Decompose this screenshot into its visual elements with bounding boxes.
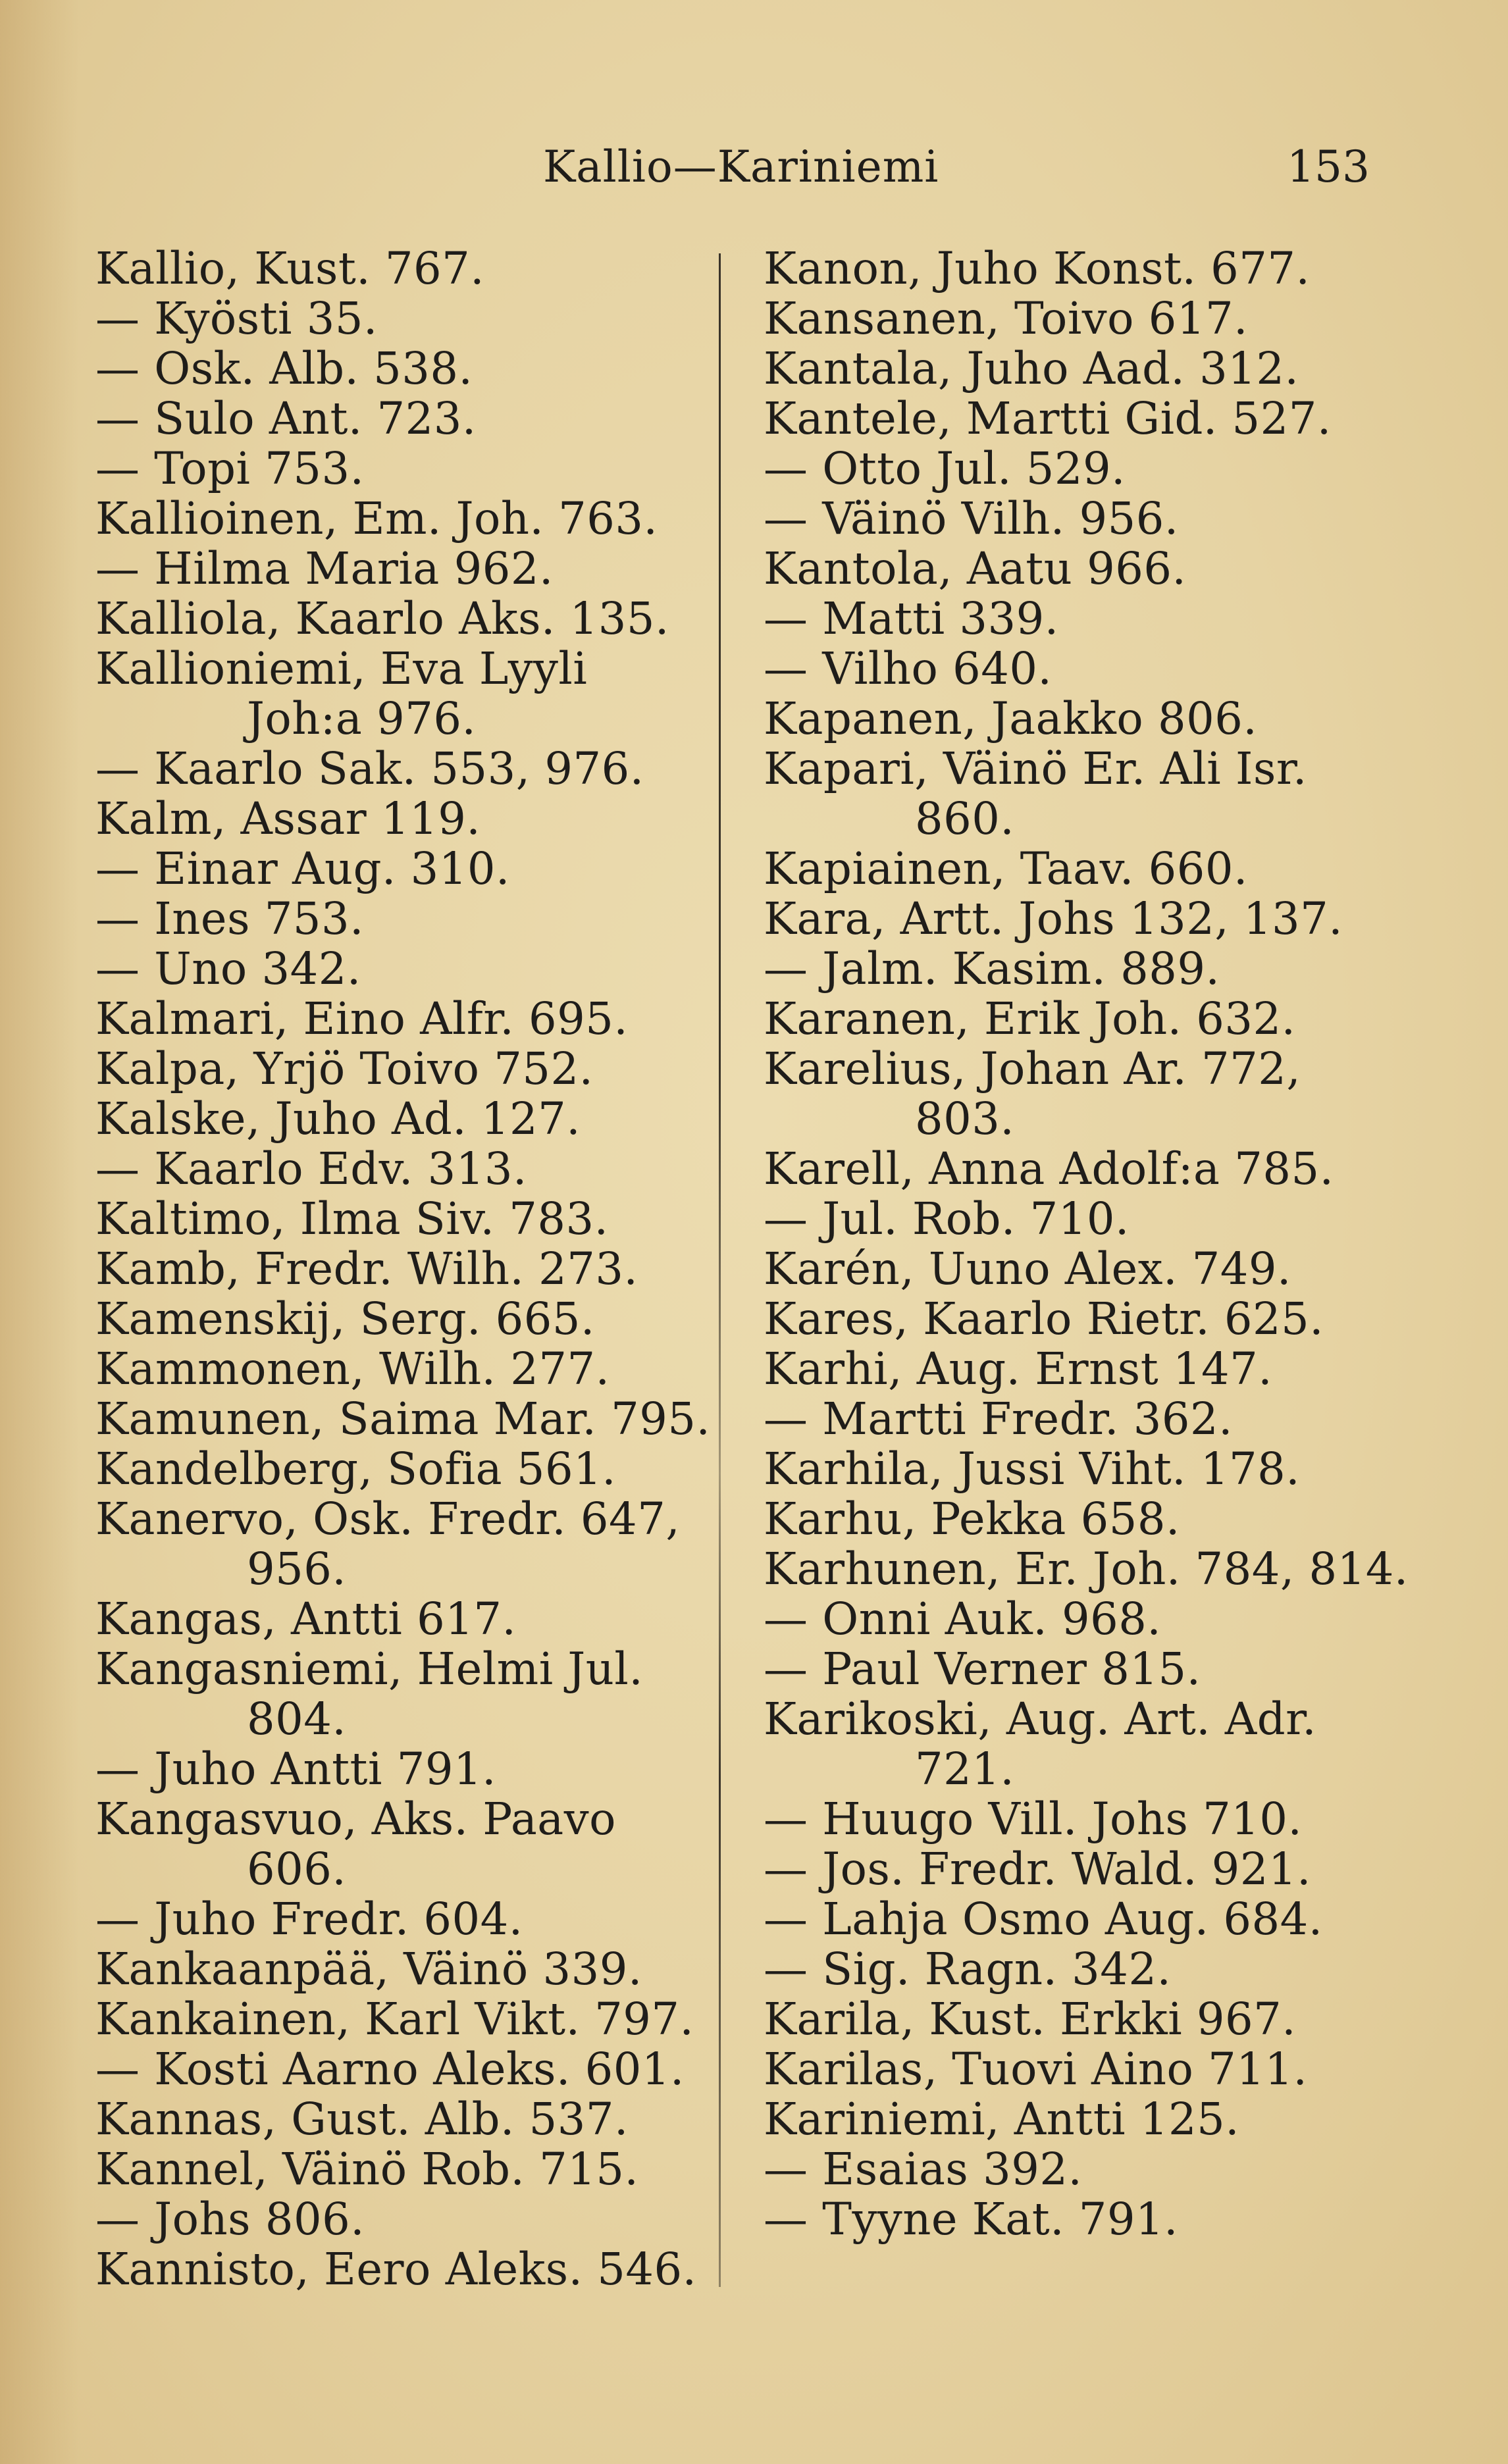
index-entry: Kalliola, Kaarlo Aks. 135. (95, 593, 669, 644)
index-entry: Kalske, Juho Ad. 127. (95, 1093, 581, 1144)
right-column (764, 244, 1422, 2244)
index-entry: Kanervo, Osk. Fredr. 647, (95, 1493, 681, 1545)
index-entry: — Kaarlo Sak. 553, 976. (95, 743, 644, 794)
index-entry: — Lahja Osmo Aug. 684. (764, 1893, 1323, 1945)
index-entry: Kannel, Väinö Rob. 715. (95, 2143, 639, 2195)
index-entry: — Huugo Vill. Johs 710. (764, 1793, 1303, 1845)
index-entry: — Matti 339. (764, 593, 1059, 644)
index-entry: — Johs 806. (95, 2194, 365, 2245)
index-entry: Karhi, Aug. Ernst 147. (764, 1343, 1273, 1395)
index-entry: Kamunen, Saima Mar. 795. (95, 1393, 711, 1445)
index-entry: Kalmari, Eino Alfr. 695. (95, 993, 629, 1044)
running-head: Kallio—Kariniemi (543, 141, 939, 192)
index-entry: — Otto Jul. 529. (764, 443, 1126, 494)
column-divider (719, 253, 721, 2287)
index-entry: Kapiainen, Taav. 660. (764, 843, 1248, 894)
index-entry: Kalm, Assar 119. (95, 793, 481, 844)
index-entry: Kandelberg, Sofia 561. (95, 1443, 617, 1495)
index-entry: Kammonen, Wilh. 277. (95, 1343, 610, 1395)
index-entry: Kapari, Väinö Er. Ali Isr. (764, 743, 1307, 794)
index-entry: Kamb, Fredr. Wilh. 273. (95, 1243, 638, 1295)
index-entry: Kallio, Kust. 767. (95, 243, 485, 294)
index-entry: — Kyösti 35. (95, 293, 378, 344)
index-entry: Joh:a 976. (247, 693, 477, 744)
index-entry: Kantele, Martti Gid. 527. (764, 393, 1332, 444)
index-entry: Kannisto, Eero Aleks. 546. (95, 2244, 697, 2295)
index-entry: — Ines 753. (95, 893, 364, 944)
index-entry: Karhu, Pekka 658. (764, 1493, 1180, 1545)
index-entry: — Juho Fredr. 604. (95, 1893, 523, 1945)
index-entry: — Jul. Rob. 710. (764, 1193, 1130, 1245)
index-entry: — Väinö Vilh. 956. (764, 493, 1179, 544)
index-entry: — Jos. Fredr. Wald. 921. (764, 1843, 1311, 1895)
index-entry: Kankaanpää, Väinö 339. (95, 1943, 642, 1995)
index-entry: 804. (247, 1693, 347, 1745)
index-entry: — Martti Fredr. 362. (764, 1393, 1233, 1445)
index-entry: Kallioniemi, Eva Lyyli (95, 643, 588, 694)
index-entry: — Juho Antti 791. (95, 1743, 496, 1795)
index-entry: — Uno 342. (95, 943, 361, 994)
index-entry: Kaltimo, Ilma Siv. 783. (95, 1193, 609, 1245)
index-entry: Kantala, Juho Aad. 312. (764, 343, 1299, 394)
index-entry: Kangasvuo, Aks. Paavo (95, 1793, 616, 1845)
index-entry: — Onni Auk. 968. (764, 1593, 1162, 1645)
index-entry: Kara, Artt. Johs 132, 137. (764, 893, 1343, 944)
index-entry: Kallioinen, Em. Joh. 763. (95, 493, 658, 544)
page-header (0, 141, 1508, 201)
index-entry: — Jalm. Kasim. 889. (764, 943, 1220, 994)
index-entry: — Vilho 640. (764, 643, 1053, 694)
index-entry: Karanen, Erik Joh. 632. (764, 993, 1296, 1044)
index-entry: Kares, Kaarlo Rietr. 625. (764, 1293, 1324, 1345)
index-entry: Karila, Kust. Erkki 967. (764, 1993, 1297, 2045)
index-entry: — Hilma Maria 962. (95, 543, 554, 594)
index-entry: Karhunen, Er. Joh. 784, 814. (764, 1543, 1409, 1595)
index-entry: 860. (915, 793, 1015, 844)
index-entry: — Esaias 392. (764, 2143, 1083, 2195)
index-entry: — Sulo Ant. 723. (95, 393, 477, 444)
page-number: 153 (1287, 141, 1370, 192)
index-entry: — Sig. Ragn. 342. (764, 1943, 1172, 1995)
index-entry: Kapanen, Jaakko 806. (764, 693, 1258, 744)
index-entry: — Kosti Aarno Aleks. 601. (95, 2043, 685, 2095)
index-entry: Karell, Anna Adolf:a 785. (764, 1143, 1334, 1194)
index-entry: Kankainen, Karl Vikt. 797. (95, 1993, 694, 2045)
index-entry: Karelius, Johan Ar. 772, (764, 1043, 1301, 1094)
index-entry: Kangasniemi, Helmi Jul. (95, 1643, 644, 1695)
index-entry: 721. (915, 1743, 1015, 1795)
index-entry: Karilas, Tuovi Aino 711. (764, 2043, 1308, 2095)
index-entry: 956. (247, 1543, 347, 1595)
index-entry: — Kaarlo Edv. 313. (95, 1143, 527, 1194)
index-entry: — Einar Aug. 310. (95, 843, 510, 894)
index-entry: Kansanen, Toivo 617. (764, 293, 1248, 344)
index-entry: Kariniemi, Antti 125. (764, 2093, 1240, 2145)
index-entry: Kangas, Antti 617. (95, 1593, 517, 1645)
index-entry: Kannas, Gust. Alb. 537. (95, 2093, 629, 2145)
page-edge-stain (0, 0, 79, 2464)
index-entry: Karhila, Jussi Viht. 178. (764, 1443, 1301, 1495)
left-column (95, 244, 714, 2294)
index-entry: Karikoski, Aug. Art. Adr. (764, 1693, 1317, 1745)
index-entry: Kamenskij, Serg. 665. (95, 1293, 595, 1345)
index-entry: Karén, Uuno Alex. 749. (764, 1243, 1291, 1295)
index-entry: — Topi 753. (95, 443, 365, 494)
index-entry: 803. (915, 1093, 1015, 1144)
index-entry: — Osk. Alb. 538. (95, 343, 473, 394)
index-entry: — Tyyne Kat. 791. (764, 2194, 1178, 2245)
index-entry: 606. (247, 1843, 347, 1895)
index-entry: Kantola, Aatu 966. (764, 543, 1187, 594)
index-entry: — Paul Verner 815. (764, 1643, 1201, 1695)
index-entry: Kalpa, Yrjö Toivo 752. (95, 1043, 594, 1094)
index-entry: Kanon, Juho Konst. 677. (764, 243, 1311, 294)
